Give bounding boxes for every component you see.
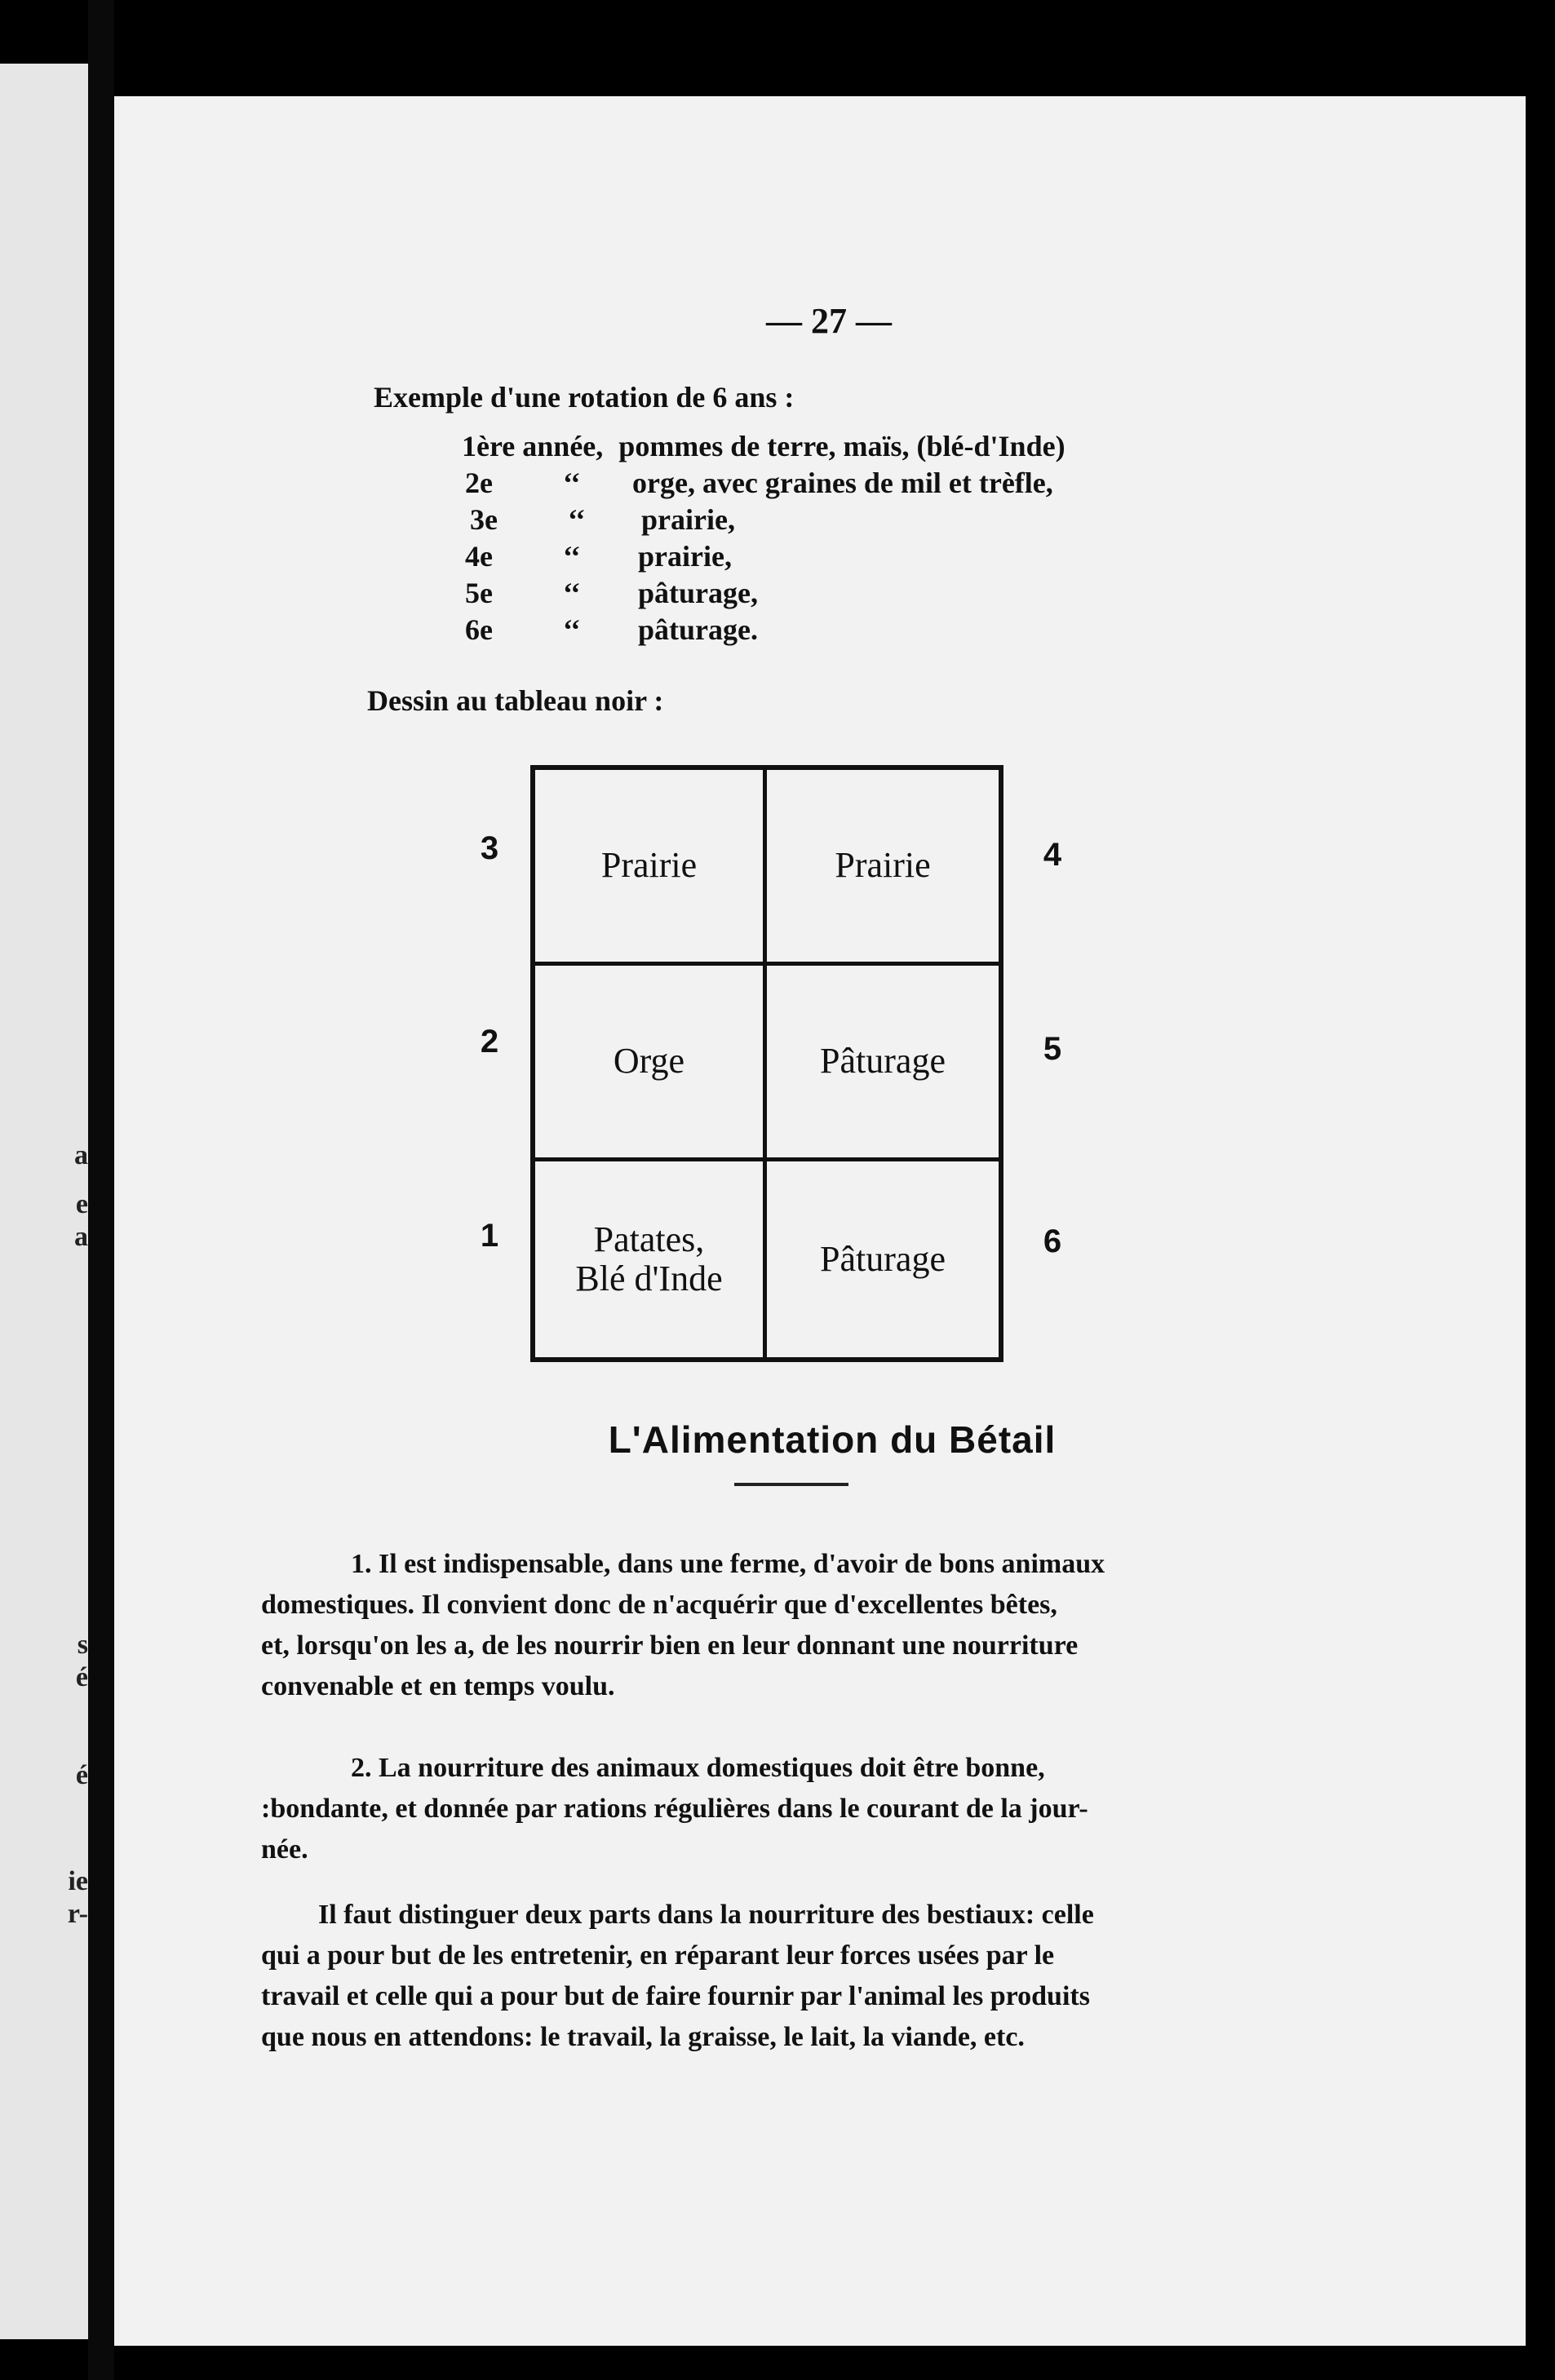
paragraph-line: Il faut distinguer deux parts dans la nourriture des bestiaux: celle xyxy=(318,1900,1094,1930)
facing-page-fragment: a xyxy=(74,1140,88,1170)
facing-page-fragment: é xyxy=(75,1662,88,1692)
facing-page-edge xyxy=(0,64,88,2339)
rotation-year-2 xyxy=(465,466,1362,502)
year-crop: pommes de terre, maïs, (blé-d'Inde) xyxy=(618,430,1065,462)
rotation-year-6 xyxy=(465,613,1362,648)
paragraph-line: 2. La nourriture des animaux domestiques doit être bonne, xyxy=(351,1753,1045,1783)
year-crop: prairie, xyxy=(638,540,732,573)
field-number-right: 5 xyxy=(1043,1031,1062,1067)
book-page xyxy=(114,96,1526,2346)
paragraph-line: convenable et en temps voulu. xyxy=(261,1671,615,1701)
year-crop: pâturage, xyxy=(638,577,758,609)
year-crop: pâturage. xyxy=(638,613,758,646)
year-ordinal: 4e xyxy=(465,540,493,573)
paragraph-2 xyxy=(261,1748,1387,1870)
ditto-mark: ‘‘ xyxy=(563,577,581,609)
ditto-mark: ‘‘ xyxy=(568,503,586,536)
paragraph-line: qui a pour but de les entretenir, en réparant leur forces usées par le xyxy=(261,1940,1055,1971)
rotation-intro: Exemple d'une rotation de 6 ans : xyxy=(374,381,795,414)
paragraph-line: :bondante, et donnée par rations régulières dans le courant de la jour- xyxy=(261,1794,1088,1824)
field-cell: Prairie xyxy=(767,770,999,966)
rotation-year-3 xyxy=(470,502,1367,538)
ditto-mark: ‘‘ xyxy=(563,540,581,573)
drawing-label: Dessin au tableau noir : xyxy=(367,684,664,717)
field-number-left: 1 xyxy=(480,1218,499,1254)
page-number: — 27 — xyxy=(766,301,892,341)
paragraph-line: que nous en attendons: le travail, la graisse, le lait, la viande, etc. xyxy=(261,2022,1025,2052)
field-cell: Pâturage xyxy=(767,966,999,1161)
book-gutter xyxy=(88,0,114,2380)
field-rotation-diagram xyxy=(530,765,1003,1362)
rotation-year-1 xyxy=(462,429,1359,465)
paragraph-line: 1. Il est indispensable, dans une ferme, d'avoir de bons animaux xyxy=(351,1549,1105,1579)
field-cell: Pâturage xyxy=(820,1238,946,1279)
facing-page-fragment: s xyxy=(77,1630,88,1660)
paragraph-3 xyxy=(261,1895,1387,2058)
rotation-year-4 xyxy=(465,539,1362,575)
year-ordinal: 1ère année, xyxy=(462,430,604,462)
ditto-mark: ‘‘ xyxy=(563,467,581,499)
facing-page-fragment: é xyxy=(75,1760,88,1790)
paragraph-line: née. xyxy=(261,1834,308,1865)
field-number-left: 2 xyxy=(480,1024,499,1059)
field-cell: Orge xyxy=(535,966,767,1161)
year-ordinal: 5e xyxy=(465,577,493,609)
facing-page-fragment: e xyxy=(75,1189,88,1219)
facing-page-fragment: a xyxy=(74,1222,88,1252)
year-ordinal: 6e xyxy=(465,613,493,646)
field-number-right: 4 xyxy=(1043,837,1062,873)
ditto-mark: ‘‘ xyxy=(563,613,581,646)
paragraph-line: travail et celle qui a pour but de faire fournir par l'animal les produits xyxy=(261,1981,1090,2011)
facing-page-fragment: r- xyxy=(67,1899,88,1929)
year-ordinal: 2e xyxy=(465,467,493,499)
field-cell: Patates, Blé d'Inde xyxy=(535,1161,767,1357)
year-ordinal: 3e xyxy=(470,503,498,536)
section-title: L'Alimentation du Bétail xyxy=(608,1418,1057,1461)
rotation-year-5 xyxy=(465,576,1362,612)
paragraph-line: domestiques. Il convient donc de n'acquérir que d'excellentes bêtes, xyxy=(261,1590,1057,1620)
title-rule xyxy=(734,1483,848,1486)
paragraph-line: et, lorsqu'on les a, de les nourrir bien en leur donnant une nourriture xyxy=(261,1630,1079,1661)
facing-page-fragment: ie xyxy=(68,1866,88,1896)
paragraph-1 xyxy=(261,1544,1387,1707)
year-crop: prairie, xyxy=(641,503,735,536)
field-cell: Prairie xyxy=(535,770,767,966)
field-number-left: 3 xyxy=(480,830,499,866)
year-crop: orge, avec graines de mil et trèfle, xyxy=(632,467,1053,499)
field-number-right: 6 xyxy=(1043,1223,1062,1259)
